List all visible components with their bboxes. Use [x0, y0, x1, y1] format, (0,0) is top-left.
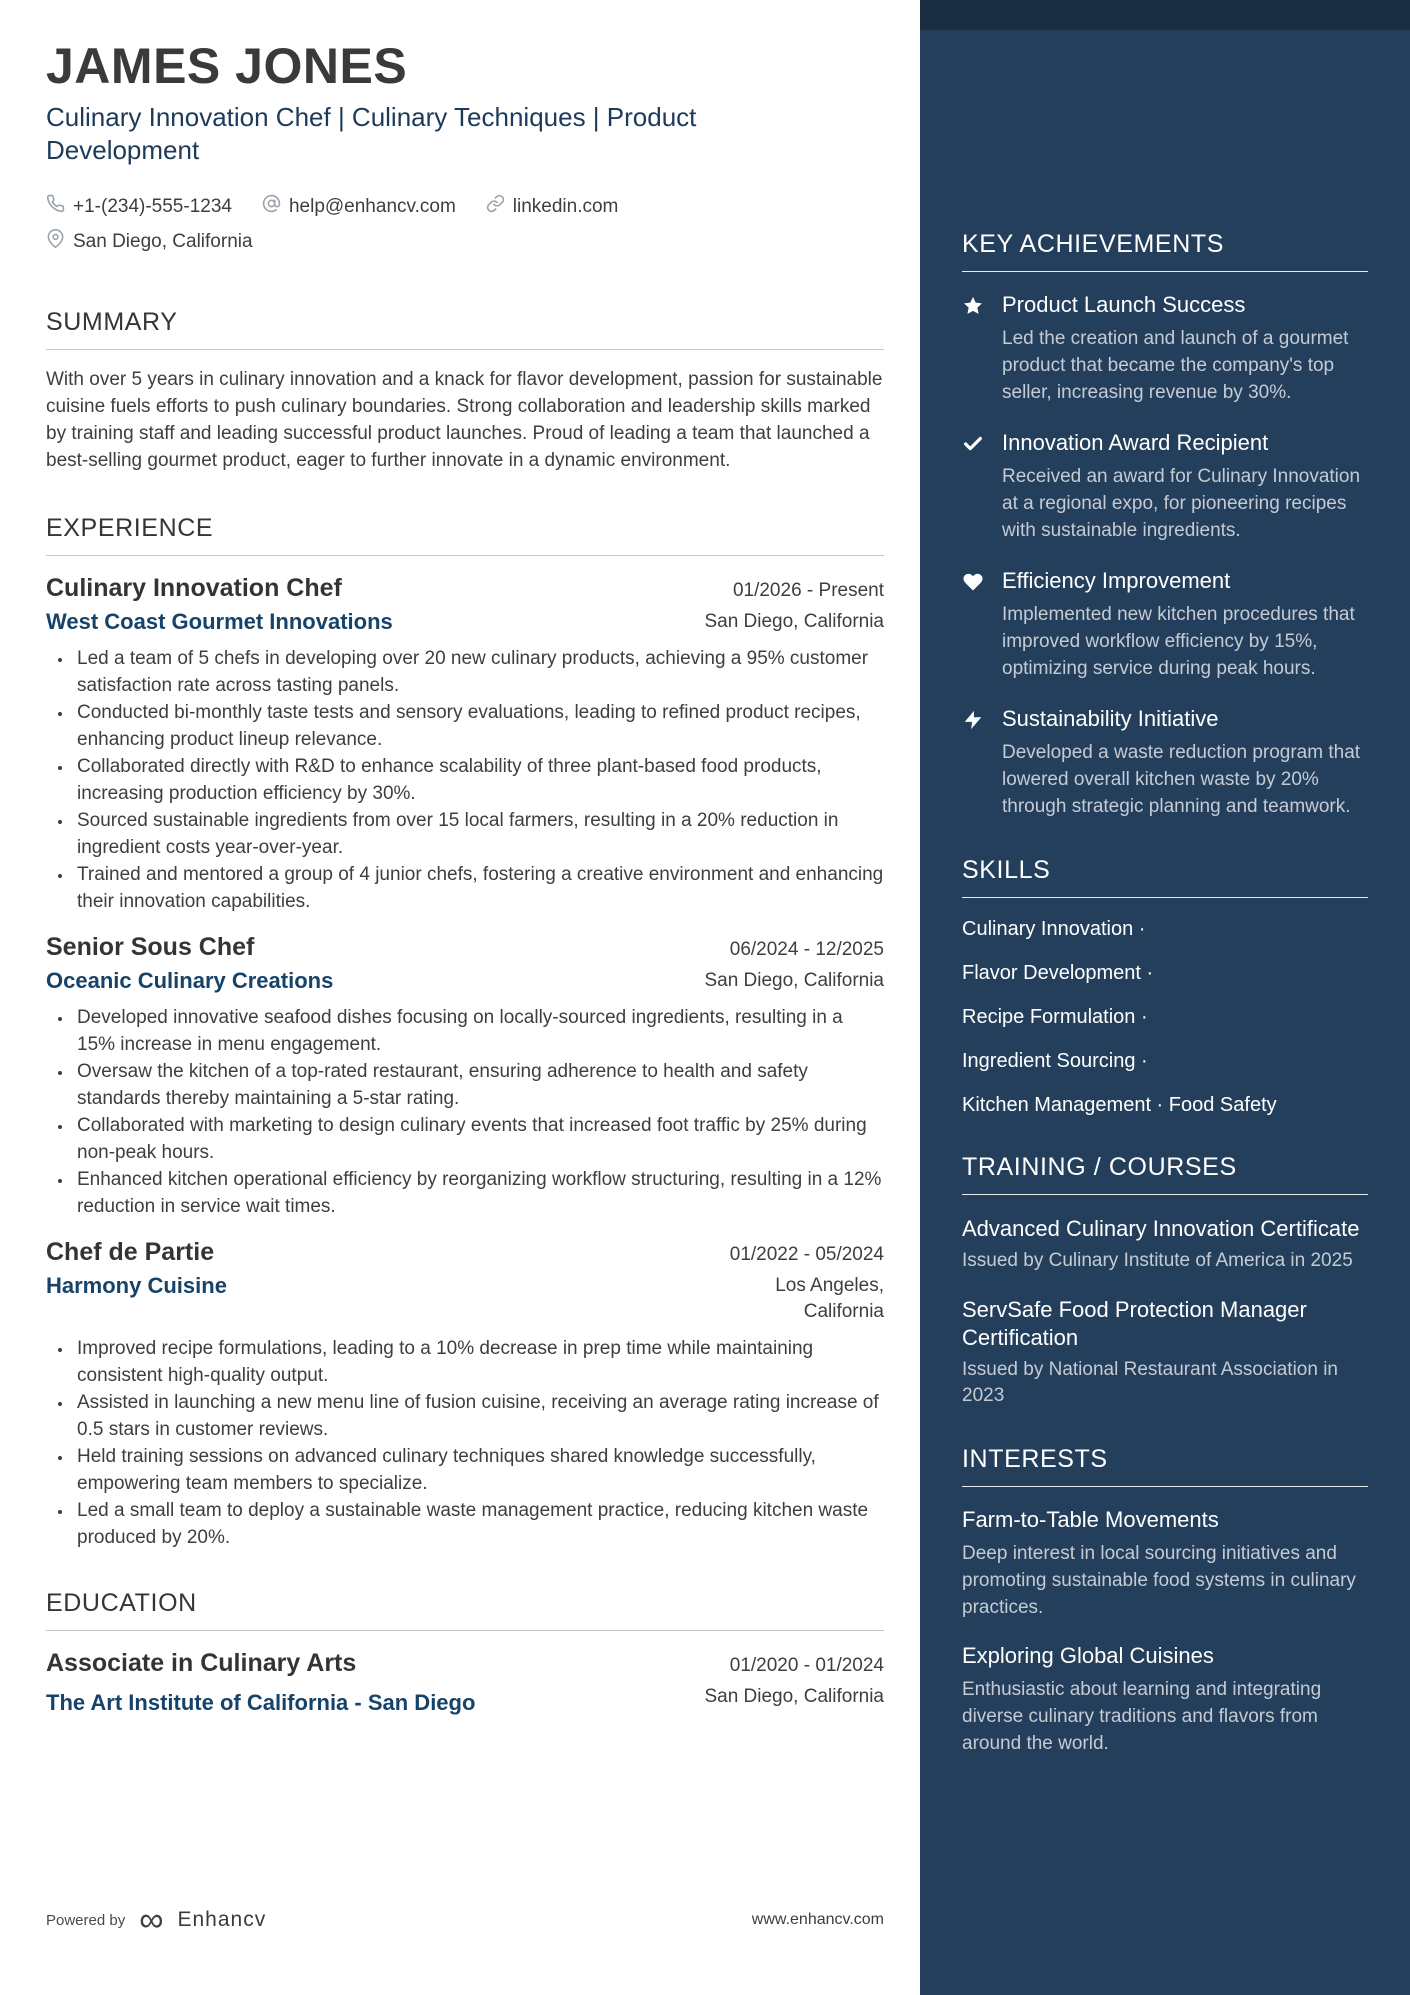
achievement-item: [962, 292, 1368, 406]
skills-heading: SKILLS: [962, 856, 1051, 884]
skill-item: Kitchen Management · Food Safety: [962, 1094, 1277, 1116]
page-footer: [46, 1901, 884, 1939]
page-title: JAMES JONES: [46, 38, 408, 94]
job-dates: 01/2022 - 05/2024: [729, 1244, 884, 1266]
skill-item: Recipe Formulation ·: [962, 1006, 1148, 1028]
course-title: Advanced Culinary Innovation Certificate: [962, 1216, 1360, 1241]
achievement-text: Received an award for Culinary Innovation at a regional expo, for pioneering recipes with sustainable ingredients.: [1002, 466, 1361, 541]
divider: [962, 271, 1368, 272]
key-achievements-heading: KEY ACHIEVEMENTS: [962, 230, 1224, 258]
job-bullet: • Assisted in launching a new menu line of fusion cuisine, receiving an average rating increase of 0.5 stars in customer reviews.: [73, 1389, 884, 1443]
interest-text: Deep interest in local sourcing initiatives and promoting sustainable food systems in culinary practices.: [962, 1543, 1356, 1618]
summary-text: With over 5 years in culinary innovation and a knack for flavor development, passion for sustainable cuisine fuels efforts to push culinary boundaries. Strong collaboration and leadership skills marked by training staff and leading successful product launches. Proud of leading a team that launched a best-selling gourmet product, eager to further innovate in a dynamic environment.: [46, 369, 883, 472]
skill-item: Ingredient Sourcing ·: [962, 1050, 1148, 1072]
job-dates: 01/2026 - Present: [732, 580, 884, 602]
job-location: Los Angeles, California: [775, 1275, 884, 1323]
interests-section: [962, 1445, 1368, 1757]
school-name: The Art Institute of California - San Diego: [46, 1690, 476, 1716]
job-bullet: • Oversaw the kitchen of a top-rated restaurant, ensuring adherence to health and safety standards thereby maintaining a 5-star rating.: [73, 1058, 884, 1112]
achievement-title: Product Launch Success: [1002, 292, 1246, 317]
interest-item: [962, 1507, 1368, 1621]
achievement-text: Implemented new kitchen procedures that improved workflow efficiency by 15%, optimizing service during peak hours.: [1002, 604, 1355, 679]
job-company: Harmony Cuisine: [46, 1273, 227, 1299]
achievement-item: [962, 706, 1368, 820]
job-bullet: • Enhanced kitchen operational efficiency by reorganizing workflow structuring, resulting in a 12% reduction in service wait times.: [73, 1166, 884, 1220]
link-icon: [486, 194, 505, 219]
experience-section: [46, 514, 884, 1551]
achievement-title: Sustainability Initiative: [1002, 706, 1219, 731]
star-icon: [962, 292, 986, 406]
email-address: help@enhancv.com: [288, 195, 456, 217]
divider: [46, 555, 884, 556]
job-entry: [46, 933, 884, 1220]
contact-row: [46, 194, 884, 219]
job-bullet: • Held training sessions on advanced culinary techniques shared knowledge successfully, empowering team members to specialize.: [73, 1443, 884, 1497]
achievement-text: Developed a waste reduction program that lowered overall kitchen waste by 20% through strategic planning and teamwork.: [1002, 742, 1361, 817]
map-pin-icon: [46, 229, 65, 254]
skills-section: [962, 856, 1368, 1117]
website-url: linkedin.com: [512, 195, 619, 217]
course-issuer: Issued by Culinary Institute of America in 2025: [962, 1250, 1353, 1271]
course-issuer: Issued by National Restaurant Association in 2023: [962, 1359, 1338, 1406]
summary-heading: SUMMARY: [46, 308, 178, 337]
location-text: San Diego, California: [73, 230, 253, 252]
education-entry: [46, 1649, 884, 1716]
job-company: West Coast Gourmet Innovations: [46, 609, 393, 635]
job-bullet: • Collaborated directly with R&D to enhance scalability of three plant-based food products, increasing production efficiency by 30%.: [73, 753, 884, 807]
location-row: [46, 229, 884, 254]
at-sign-icon: [262, 194, 281, 219]
phone-icon: [46, 194, 65, 219]
divider: [46, 1630, 884, 1631]
job-dates: 06/2024 - 12/2025: [729, 939, 884, 961]
course-item: [962, 1215, 1368, 1274]
divider: [962, 1486, 1368, 1487]
job-company: Oceanic Culinary Creations: [46, 968, 334, 994]
divider: [46, 349, 884, 350]
job-bullets: [46, 645, 884, 915]
job-location: San Diego, California: [704, 970, 884, 992]
achievement-title: Efficiency Improvement: [1002, 568, 1231, 593]
education-dates: 01/2020 - 01/2024: [729, 1655, 884, 1677]
main-column: [46, 40, 884, 1716]
achievement-title: Innovation Award Recipient: [1002, 430, 1269, 455]
skill-item: Culinary Innovation ·: [962, 918, 1146, 940]
job-bullet: • Led a small team to deploy a sustainable waste management practice, reducing kitchen waste produced by 20%.: [73, 1497, 884, 1551]
summary-section: [46, 308, 884, 474]
degree-title: Associate in Culinary Arts: [46, 1649, 357, 1678]
job-bullets: [46, 1335, 884, 1551]
job-title: Chef de Partie: [46, 1238, 215, 1267]
training-section: [962, 1153, 1368, 1409]
job-bullet: • Led a team of 5 chefs in developing over 20 new culinary products, achieving a 95% customer satisfaction rate across tasting panels.: [73, 645, 884, 699]
job-bullet: • Trained and mentored a group of 4 junior chefs, fostering a creative environment and enhancing their innovation capabilities.: [73, 861, 884, 915]
interests-heading: INTERESTS: [962, 1445, 1108, 1473]
divider: [962, 1194, 1368, 1195]
enhancv-logo-icon: ∞: [139, 1901, 164, 1939]
job-entry: [46, 1238, 884, 1551]
phone-contact[interactable]: [46, 194, 232, 219]
experience-heading: EXPERIENCE: [46, 514, 214, 543]
phone-number: +1-(234)-555-1234: [73, 195, 232, 217]
achievement-text: Led the creation and launch of a gourmet product that became the company's top seller, increasing revenue by 30%.: [1002, 328, 1349, 403]
bolt-icon: [962, 706, 986, 820]
education-location: San Diego, California: [704, 1686, 884, 1708]
footer-website-link[interactable]: www.enhancv.com: [751, 1911, 884, 1928]
location-item: [46, 229, 253, 254]
job-location: San Diego, California: [704, 611, 884, 633]
check-icon: [962, 430, 986, 544]
education-heading: EDUCATION: [46, 1589, 197, 1618]
education-section: [46, 1589, 884, 1716]
course-title: ServSafe Food Protection Manager Certification: [962, 1297, 1307, 1350]
headline: Culinary Innovation Chef | Culinary Techniques | Product Development: [46, 101, 697, 166]
job-title: Senior Sous Chef: [46, 933, 255, 962]
job-bullet: • Conducted bi-monthly taste tests and sensory evaluations, leading to refined product recipes, enhancing product lineup relevance.: [73, 699, 884, 753]
brand-name: Enhancv: [177, 1908, 267, 1931]
skill-item: Flavor Development ·: [962, 962, 1154, 984]
achievement-item: [962, 568, 1368, 682]
job-entry: [46, 574, 884, 915]
heart-icon: [962, 568, 986, 682]
powered-by-label: Powered by: [46, 1911, 126, 1929]
sidebar-top-band: [920, 0, 1410, 30]
interest-item: [962, 1643, 1368, 1757]
sidebar: [920, 0, 1410, 1995]
job-title: Culinary Innovation Chef: [46, 574, 342, 603]
powered-by: [46, 1901, 267, 1939]
course-item: [962, 1296, 1368, 1409]
training-heading: TRAINING / COURSES: [962, 1153, 1237, 1181]
website-contact[interactable]: [486, 194, 619, 219]
interest-title: Exploring Global Cuisines: [962, 1643, 1214, 1668]
job-bullet: • Collaborated with marketing to design culinary events that increased foot traffic by 25% during non-peak hours.: [73, 1112, 884, 1166]
job-bullet: • Developed innovative seafood dishes focusing on locally-sourced ingredients, resulting in a 15% increase in menu engagement.: [73, 1004, 884, 1058]
job-bullets: [46, 1004, 884, 1220]
job-bullet: • Improved recipe formulations, leading to a 10% decrease in prep time while maintaining consistent high-quality output.: [73, 1335, 884, 1389]
job-bullet: • Sourced sustainable ingredients from over 15 local farmers, resulting in a 20% reduction in ingredient costs year-over-year.: [73, 807, 884, 861]
interest-text: Enthusiastic about learning and integrating diverse culinary traditions and flavors from around the world.: [962, 1679, 1322, 1754]
email-contact[interactable]: [262, 194, 456, 219]
interest-title: Farm-to-Table Movements: [962, 1507, 1219, 1532]
achievement-item: [962, 430, 1368, 544]
divider: [962, 897, 1368, 898]
key-achievements-section: [962, 230, 1368, 820]
